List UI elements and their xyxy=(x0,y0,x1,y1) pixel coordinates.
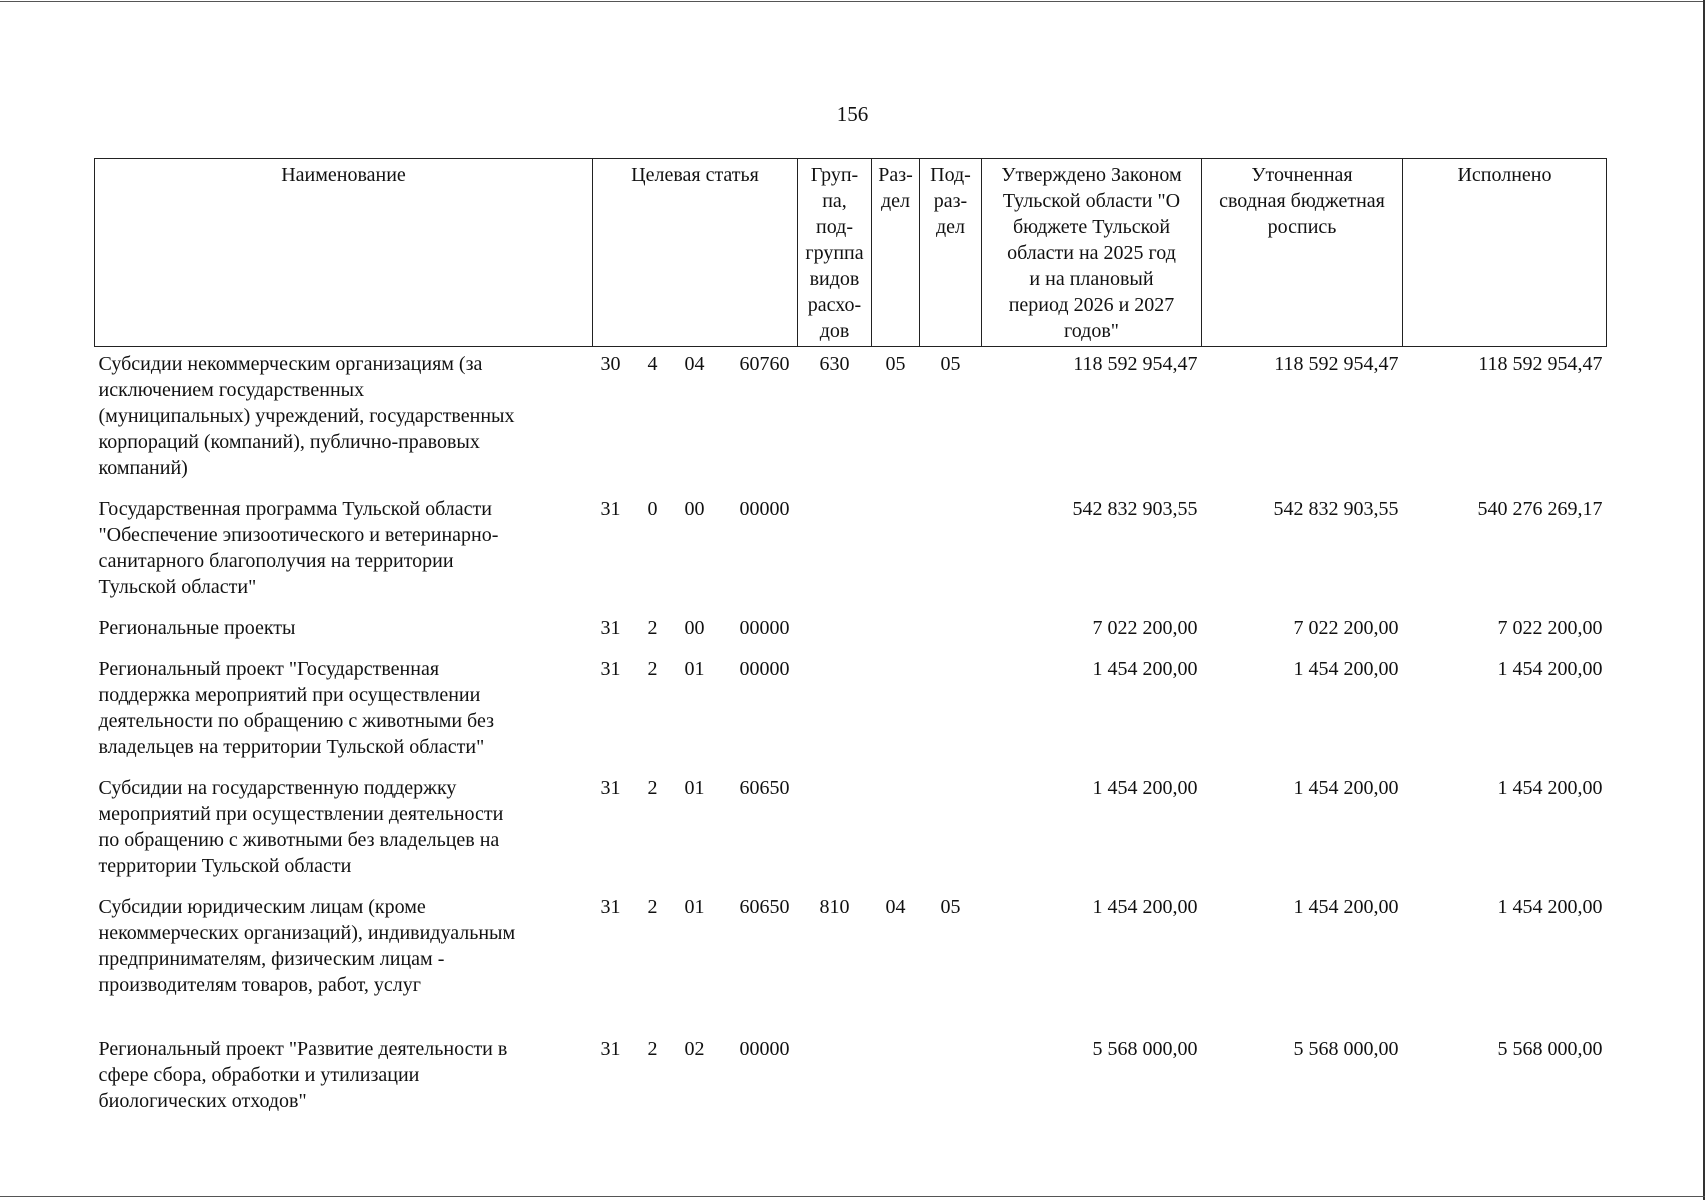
scan-edge-top xyxy=(0,1,1705,2)
row-subsection xyxy=(920,489,982,608)
name-text-line: исключением государственных xyxy=(98,379,365,401)
target-code-subprogram: 2 xyxy=(647,658,658,680)
header-text-line: Наименование xyxy=(281,164,406,186)
name-text-line: поддержка мероприятий при осуществлении xyxy=(98,684,481,706)
target-code-direction: 00000 xyxy=(739,658,790,680)
header-subsection xyxy=(920,159,982,347)
header-approved-by-law xyxy=(982,159,1202,347)
target-code-event: 01 xyxy=(684,896,705,918)
row-executed: 1 454 200,00 xyxy=(1497,777,1603,799)
name-text-line: компаний) xyxy=(98,457,188,479)
row-name xyxy=(95,649,593,768)
row-target-article xyxy=(593,649,798,768)
table-row xyxy=(95,608,1607,649)
row-refined: 542 832 903,55 xyxy=(1273,498,1399,520)
header-text-line: расхо- xyxy=(807,294,862,316)
target-code-event: 01 xyxy=(684,658,705,680)
header-refined-budget xyxy=(1202,159,1403,347)
name-text-line: Тульской области" xyxy=(98,576,257,598)
target-code-program: 31 xyxy=(600,658,621,680)
row-subsection xyxy=(920,1006,982,1122)
header-text-line: Исполнено xyxy=(1457,164,1552,186)
header-text-line: Утверждено Законом xyxy=(1001,164,1182,186)
row-name xyxy=(95,608,593,649)
row-executed: 118 592 954,47 xyxy=(1478,353,1603,375)
name-text-line: санитарного благополучия на территории xyxy=(98,550,454,572)
target-code-subprogram: 2 xyxy=(647,896,658,918)
target-code-subprogram: 2 xyxy=(647,617,658,639)
target-code-direction: 00000 xyxy=(739,498,790,520)
header-text-line: годов" xyxy=(1064,320,1119,342)
target-code-event: 04 xyxy=(684,353,705,375)
row-refined: 118 592 954,47 xyxy=(1274,353,1399,375)
row-approved: 7 022 200,00 xyxy=(1092,617,1198,639)
row-expense-group: 810 xyxy=(819,896,850,918)
row-name xyxy=(95,347,593,490)
name-text-line: (муниципальных) учреждений, государственных xyxy=(98,405,515,427)
row-section: 05 xyxy=(885,353,906,375)
header-section xyxy=(872,159,920,347)
header-executed xyxy=(1403,159,1607,347)
name-text-line: Региональные проекты xyxy=(98,617,296,639)
header-text-line: сводная бюджетная xyxy=(1219,190,1385,212)
target-code-event: 01 xyxy=(684,777,705,799)
header-text-line: Груп- xyxy=(810,164,859,186)
row-expense-group xyxy=(798,608,872,649)
row-executed: 1 454 200,00 xyxy=(1497,658,1603,680)
row-approved: 1 454 200,00 xyxy=(1092,896,1198,918)
target-code-direction: 60650 xyxy=(739,896,790,918)
header-text-line: Тульской области "О xyxy=(1002,190,1181,212)
target-code-event: 02 xyxy=(684,1038,705,1060)
row-target-article xyxy=(593,887,798,1006)
table-row xyxy=(95,347,1607,490)
header-text-line: дел xyxy=(880,190,911,212)
target-code-subprogram: 2 xyxy=(647,777,658,799)
row-name xyxy=(95,768,593,887)
row-executed: 5 568 000,00 xyxy=(1497,1038,1603,1060)
row-approved: 542 832 903,55 xyxy=(1072,498,1198,520)
name-text-line: "Обеспечение эпизоотического и ветеринарно- xyxy=(98,524,499,546)
header-expense-group xyxy=(798,159,872,347)
row-target-article xyxy=(593,768,798,887)
row-subsection: 05 xyxy=(940,896,961,918)
target-code-subprogram: 4 xyxy=(647,353,658,375)
target-code-program: 31 xyxy=(600,498,621,520)
row-approved: 5 568 000,00 xyxy=(1092,1038,1198,1060)
header-text-line: бюджете Тульской xyxy=(1012,216,1171,238)
row-executed: 540 276 269,17 xyxy=(1477,498,1603,520)
target-code-subprogram: 0 xyxy=(647,498,658,520)
name-text-line: некоммерческих организаций), индивидуальным xyxy=(98,922,516,944)
header-text-line: Раз- xyxy=(878,164,913,186)
row-target-article xyxy=(593,347,798,490)
header-text-line: роспись xyxy=(1267,216,1337,238)
name-text-line: производителям товаров, работ, услуг xyxy=(98,974,421,996)
row-subsection xyxy=(920,768,982,887)
row-expense-group xyxy=(798,1006,872,1122)
header-name xyxy=(95,159,593,347)
table-row xyxy=(95,1006,1607,1122)
row-expense-group: 630 xyxy=(819,353,850,375)
page-number: 156 xyxy=(836,102,869,126)
row-executed: 1 454 200,00 xyxy=(1497,896,1603,918)
row-subsection: 05 xyxy=(940,353,961,375)
row-approved: 118 592 954,47 xyxy=(1073,353,1198,375)
row-target-article xyxy=(593,1006,798,1122)
row-section xyxy=(872,1006,920,1122)
table-row xyxy=(95,887,1607,1006)
header-text-line: дов xyxy=(819,320,850,342)
table-row xyxy=(95,768,1607,887)
table-body xyxy=(95,347,1607,1123)
name-text-line: по обращению с животными без владельцев на xyxy=(98,829,500,851)
name-text-line: территории Тульской области xyxy=(98,855,352,877)
name-text-line: Региональный проект "Развитие деятельности в xyxy=(98,1038,508,1060)
target-code-program: 31 xyxy=(600,1038,621,1060)
row-approved: 1 454 200,00 xyxy=(1092,777,1198,799)
name-text-line: Субсидии некоммерческим организациям (за xyxy=(98,353,483,375)
header-text-line: Целевая статья xyxy=(631,164,759,186)
budget-execution-table xyxy=(94,158,1607,1122)
row-refined: 1 454 200,00 xyxy=(1293,658,1399,680)
name-text-line: биологических отходов" xyxy=(98,1090,307,1112)
header-text-line: группа xyxy=(805,242,864,264)
table-row xyxy=(95,489,1607,608)
target-code-event: 00 xyxy=(684,617,705,639)
header-text-line: видов xyxy=(809,268,860,290)
row-target-article xyxy=(593,489,798,608)
header-target-article xyxy=(593,159,798,347)
name-text-line: Субсидии юридическим лицам (кроме xyxy=(98,896,426,918)
header-text-line: и на плановый xyxy=(1029,268,1154,290)
target-code-program: 30 xyxy=(600,353,621,375)
target-code-direction: 00000 xyxy=(739,617,790,639)
target-code-subprogram: 2 xyxy=(647,1038,658,1060)
row-name xyxy=(95,1006,593,1122)
header-text-line: Уточненная xyxy=(1251,164,1353,186)
name-text-line: владельцев на территории Тульской области" xyxy=(98,736,485,758)
target-code-event: 00 xyxy=(684,498,705,520)
row-section xyxy=(872,768,920,887)
row-section xyxy=(872,649,920,768)
row-refined: 1 454 200,00 xyxy=(1293,777,1399,799)
target-code-program: 31 xyxy=(600,777,621,799)
header-text-line: дел xyxy=(935,216,966,238)
header-text-line: период 2026 и 2027 xyxy=(1008,294,1175,316)
row-section xyxy=(872,608,920,649)
row-section: 04 xyxy=(885,896,906,918)
row-subsection xyxy=(920,649,982,768)
table-header-row xyxy=(95,159,1607,347)
header-text-line: Под- xyxy=(930,164,971,186)
target-code-program: 31 xyxy=(600,617,621,639)
name-text-line: Региональный проект "Государственная xyxy=(98,658,440,680)
name-text-line: корпораций (компаний), публично-правовых xyxy=(98,431,480,453)
row-executed: 7 022 200,00 xyxy=(1497,617,1603,639)
row-section xyxy=(872,489,920,608)
name-text-line: Субсидии на государственную поддержку xyxy=(98,777,457,799)
name-text-line: мероприятий при осуществлении деятельности xyxy=(98,803,504,825)
name-text-line: Государственная программа Тульской области xyxy=(98,498,492,520)
table-row xyxy=(95,649,1607,768)
row-subsection xyxy=(920,608,982,649)
row-expense-group xyxy=(798,768,872,887)
target-code-direction: 60650 xyxy=(739,777,790,799)
row-refined: 7 022 200,00 xyxy=(1293,617,1399,639)
name-text-line: сфере сбора, обработки и утилизации xyxy=(98,1064,420,1086)
row-name xyxy=(95,489,593,608)
target-code-direction: 60760 xyxy=(739,353,790,375)
row-target-article xyxy=(593,608,798,649)
row-approved: 1 454 200,00 xyxy=(1092,658,1198,680)
target-code-direction: 00000 xyxy=(739,1038,790,1060)
row-name xyxy=(95,887,593,1006)
target-code-program: 31 xyxy=(600,896,621,918)
row-refined: 5 568 000,00 xyxy=(1293,1038,1399,1060)
header-text-line: раз- xyxy=(933,190,968,212)
row-expense-group xyxy=(798,489,872,608)
header-text-line: па, xyxy=(822,190,847,212)
name-text-line: деятельности по обращению с животными без xyxy=(98,710,494,732)
name-text-line: предпринимателям, физическим лицам - xyxy=(98,948,445,970)
row-expense-group xyxy=(798,649,872,768)
row-refined: 1 454 200,00 xyxy=(1293,896,1399,918)
header-text-line: под- xyxy=(816,216,853,238)
header-text-line: области на 2025 год xyxy=(1007,242,1176,264)
scan-edge-bottom xyxy=(0,1196,1705,1197)
